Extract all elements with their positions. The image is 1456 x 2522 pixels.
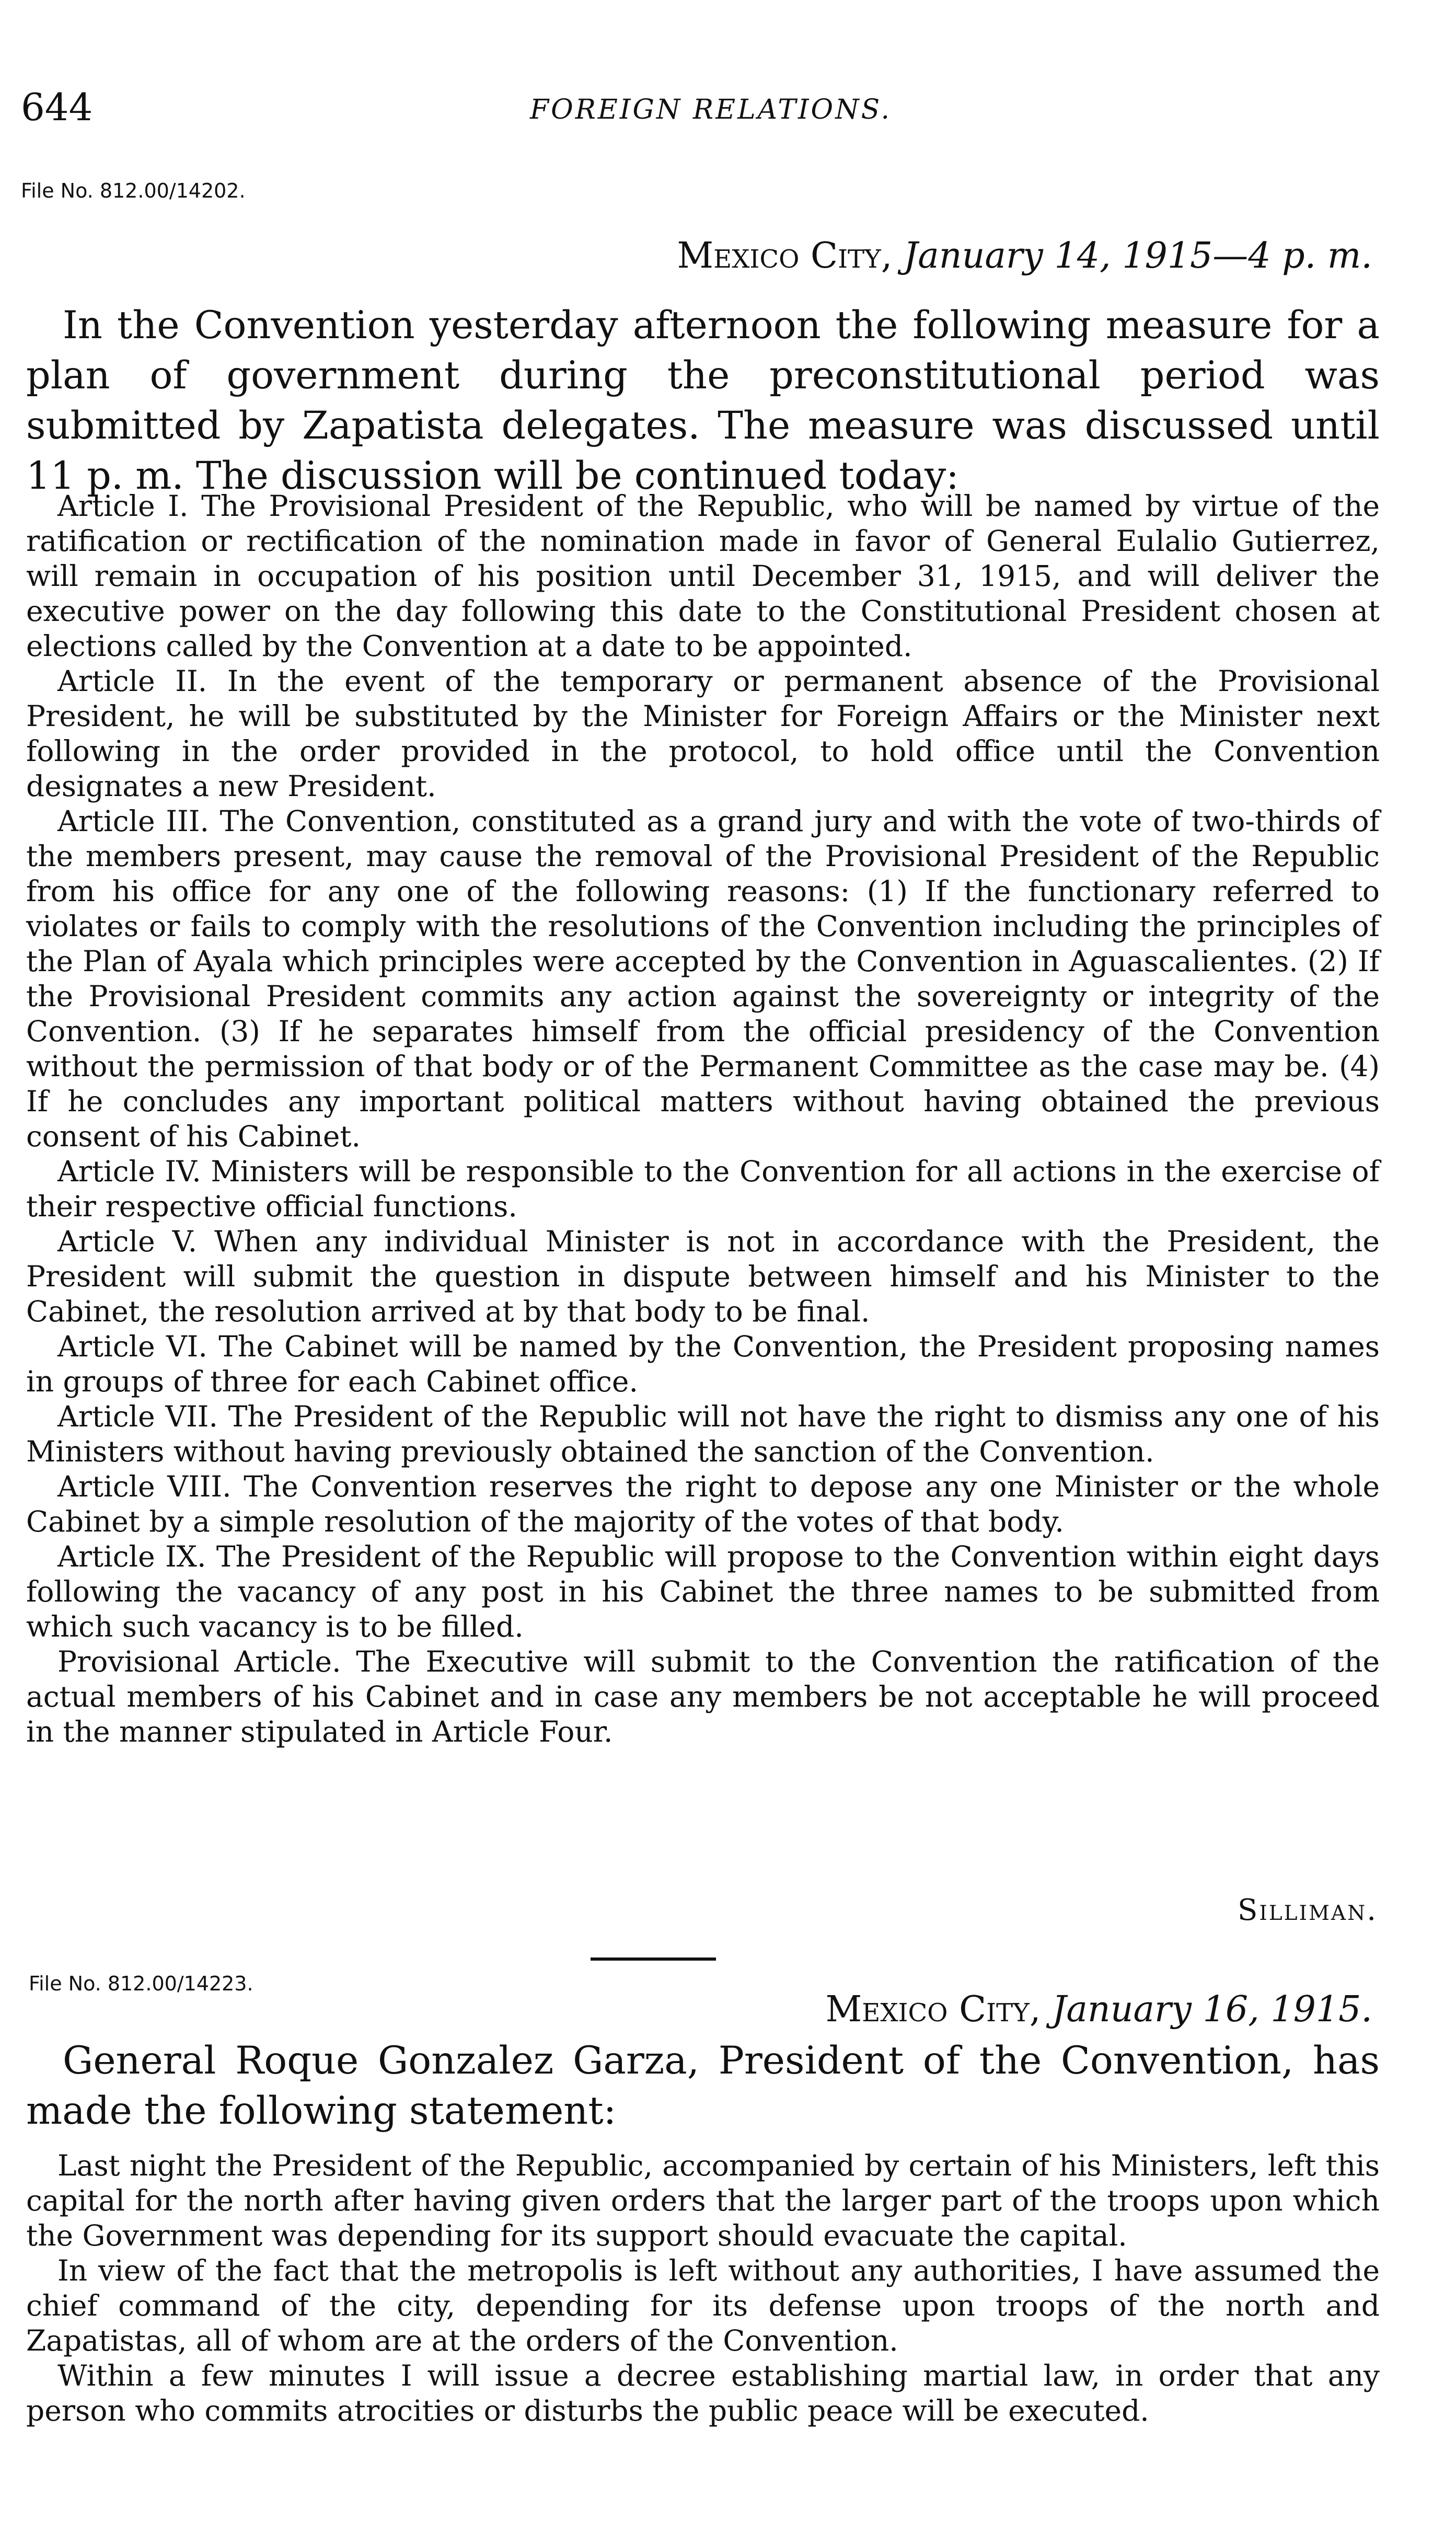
- article-3: Article III. The Convention, constituted as a grand jury and with the vote of two-thirds of the members present, may cause the removal of the Provisional President of the Republic from his office for any one of the following reasons: (1) If the functionary referred to violates or fails to comply with the resolutions of the Convention including the principles of the Plan of Ayala which principles were accepted by the Convention in Aguascalientes. (2) If the Provisional President commits any action against the sovereignty or integrity of the Convention. (3) If he separates himself from the official presidency of the Convention without the permission of that body or of the Permanent Committee as the case may be. (4) If he concludes any important political matters without having obtained the previous consent of his Cabinet.: [26, 804, 1380, 1153]
- dateline-city-2: Mexico City,: [825, 1989, 1041, 2030]
- article-1: Article I. The Provisional President of the Republic, who will be named by virtue of the ratification or rectification of the nomination made in favor of General Eulalio Gutierrez, will remain in occupation of his position until December 31, 1915, and will deliver the executive power on the day following this date to the Constitutional President chosen at elections called by the Convention at a date to be appointed.: [26, 489, 1380, 663]
- article-7: Article VII. The President of the Republic will not have the right to dismiss any one of his Ministers without having previously obtained the sanction of the Convention.: [26, 1400, 1380, 1468]
- statement-paragraph-2: In view of the fact that the metropolis is left without any authorities, I have assumed the chief command of the city, depending for its defense upon troops of the north and Zapatistas, all of whom are at the orders of the Convention.: [26, 2254, 1380, 2357]
- statement-paragraph-3: Within a few minutes I will issue a decree establishing martial law, in order that any person who commits atrocities or disturbs the public peace will be executed.: [26, 2359, 1380, 2427]
- intro-text-1: In the Convention yesterday afternoon the following measure for a plan of government during the preconstitutional period was submitted by Zapatista delegates. The measure was discussed until 11 p. m. The discussion will be continued today:: [26, 303, 1380, 498]
- dateline-date-2: January 16, 1915.: [1052, 1989, 1372, 2030]
- dateline-date-1: January 14, 1915—4 p. m.: [903, 235, 1372, 277]
- statement-paragraph-1: Last night the President of the Republic, accompanied by certain of his Ministers, left this capital for the north after having given orders that the larger part of the troops upon which the Government was depending for its support should evacuate the capital.: [26, 2149, 1380, 2252]
- intro-paragraph-2: [26, 2036, 1380, 2136]
- page-header: [21, 84, 1401, 141]
- provisional-article: Provisional Article. The Executive will submit to the Convention the ratification of the actual members of his Cabinet and in case any members be not acceptable he will proceed in the manner stipulated in Article Four.: [26, 1645, 1380, 1748]
- article-2: Article II. In the event of the temporary or permanent absence of the Provisional President, he will be substituted by the Minister for Foreign Affairs or the Minister next following in the order provided in the protocol, to hold office until the Convention designates a new President.: [26, 664, 1380, 803]
- intro-paragraph-1: [26, 301, 1380, 501]
- article-8: Article VIII. The Convention reserves the right to depose any one Minister or the whole Cabinet by a simple resolution of the majority of the votes of that body.: [26, 1470, 1380, 1538]
- articles-block: [26, 489, 1380, 1749]
- article-6: Article VI. The Cabinet will be named by the Convention, the President proposing names in groups of three for each Cabinet office.: [26, 1330, 1380, 1398]
- article-5: Article V. When any individual Minister is not in accordance with the President, the President will submit the question in dispute between himself and his Minister to the Cabinet, the resolution arrived at by that body to be final.: [26, 1225, 1380, 1328]
- page-number: 644: [21, 85, 93, 129]
- dateline-1: [677, 233, 1372, 280]
- section-divider: [591, 1957, 716, 1961]
- dateline-city-1: Mexico City,: [677, 235, 893, 277]
- intro-text-2: General Roque Gonzalez Garza, President of the Convention, has made the following statement:: [26, 2039, 1380, 2133]
- statement-block: [26, 2148, 1380, 2428]
- signature-silliman: Silliman.: [1238, 1893, 1378, 1927]
- dateline-2: [826, 1986, 1372, 2033]
- file-number-1: File No. 812.00/14202.: [21, 179, 246, 202]
- article-9: Article IX. The President of the Republic will propose to the Convention within eight days following the vacancy of any post in his Cabinet the three names to be submitted from which such vacancy is to be filled.: [26, 1540, 1380, 1643]
- file-number-2: File No. 812.00/14223.: [29, 1972, 253, 1995]
- article-4: Article IV. Ministers will be responsible to the Convention for all actions in the exercise of their respective official functions.: [26, 1155, 1380, 1223]
- running-title: FOREIGN RELATIONS.: [530, 94, 892, 125]
